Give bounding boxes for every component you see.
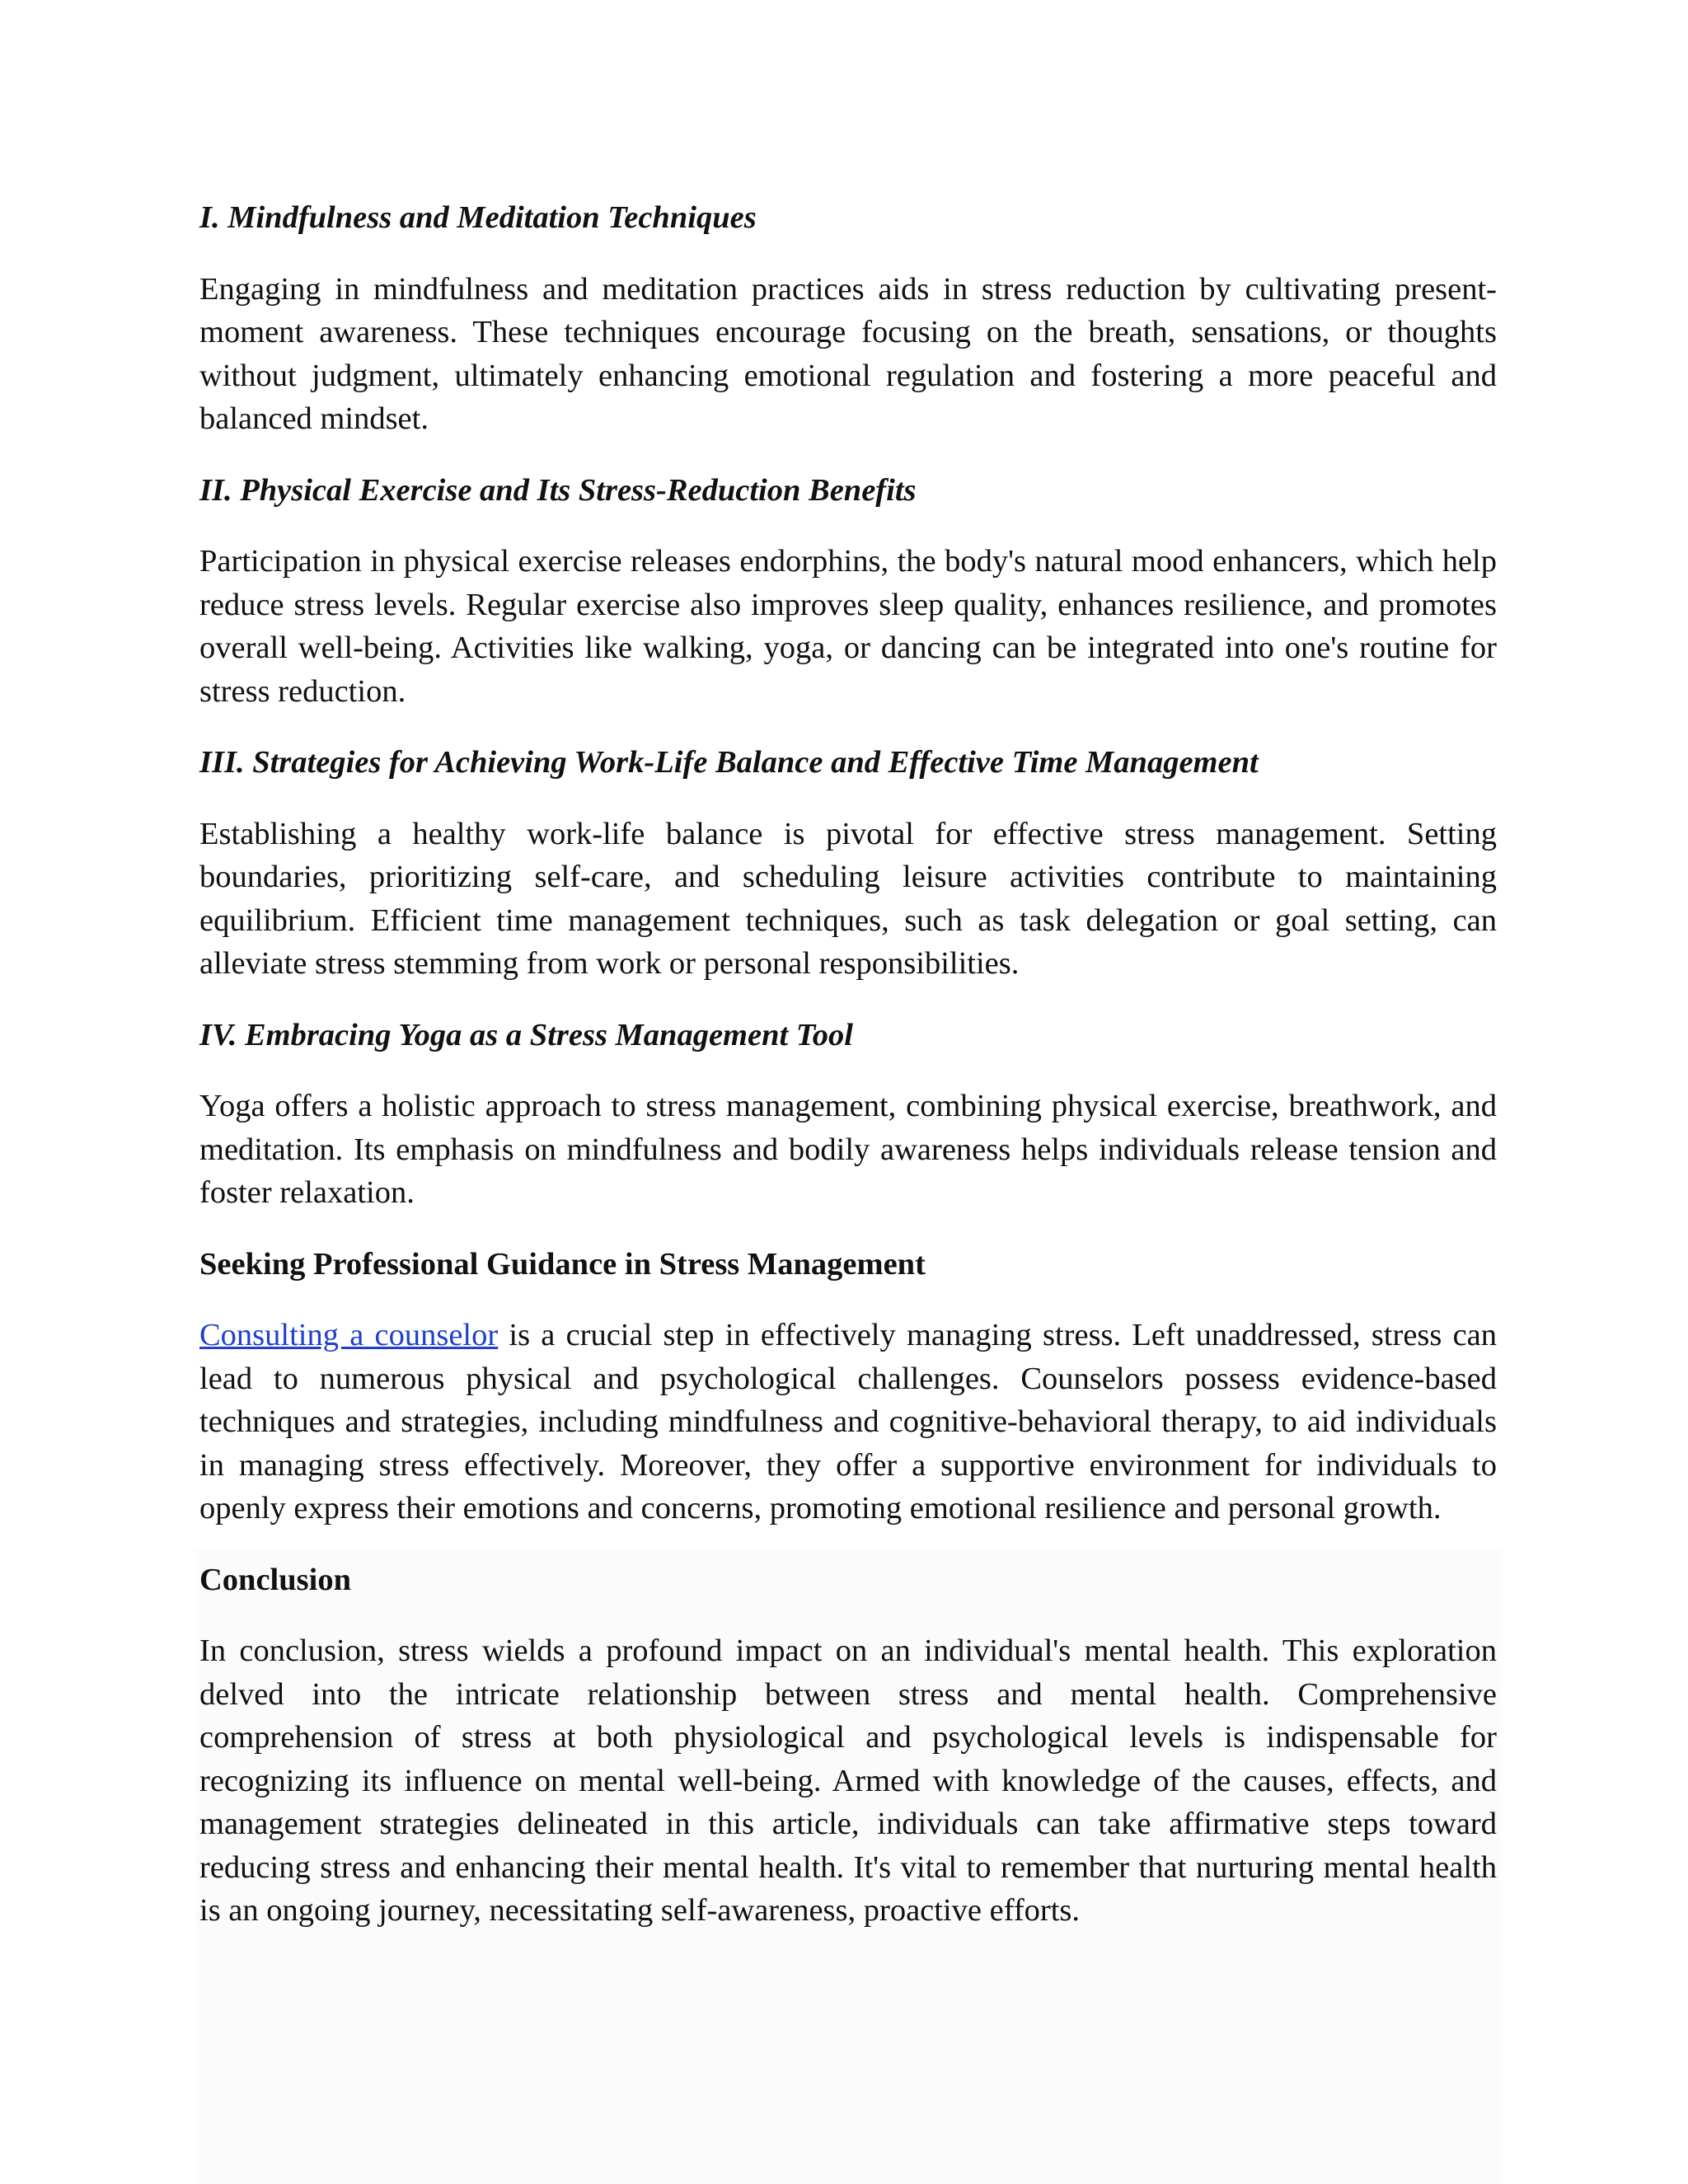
consulting-counselor-link[interactable]: Consulting a counselor <box>199 1318 499 1352</box>
section-heading-exercise: II. Physical Exercise and Its Stress-Reduction Benefits <box>199 472 917 508</box>
section-body-exercise: Participation in physical exercise releases endorphins, the body's natural mood enhancers, which help reduce stress levels. Regular exercise also improves sleep quality, enhances resilience, and promotes overall well-being. Activities like walking, yoga, or dancing can be integrated into one's routine for stress reduction. <box>199 544 1497 709</box>
conclusion-heading: Conclusion <box>199 1562 352 1597</box>
section-heading-work-life-balance: III. Strategies for Achieving Work-Life Balance and Effective Time Management <box>199 745 1259 780</box>
professional-guidance-body <box>199 1314 1497 1530</box>
conclusion-body: In conclusion, stress wields a profound impact on an individual's mental health. This exploration delved into the intricate relationship between stress and mental health. Comprehensive comprehension of stress at both physiological and psychological levels is indispensable for recognizing its influence on mental well-being. Armed with knowledge of the causes, effects, and management strategies delineated in this article, individuals can take affirmative steps toward reducing stress and enhancing their mental health. It's vital to remember that nurturing mental health is an ongoing journey, necessitating self-awareness, proactive efforts. <box>199 1633 1497 1928</box>
section-heading-mindfulness: I. Mindfulness and Meditation Techniques <box>199 200 757 235</box>
section-body-mindfulness: Engaging in mindfulness and meditation practices aids in stress reduction by cultivating present-moment awareness. These techniques encourage focusing on the breath, sensations, or thoughts without judgment, ultimately enhancing emotional regulation and fostering a more peaceful and balanced mindset. <box>199 271 1497 436</box>
professional-guidance-text: is a crucial step in effectively managing stress. Left unaddressed, stress can lead to numerous physical and psychological challenges. Counselors possess evidence-based techniques and strategies, including mindfulness and cognitive-behavioral therapy, to aid individuals in managing stress effectively. Moreover, they offer a supportive environment for individuals to openly express their emotions and concerns, promoting emotional resilience and personal growth. <box>199 1318 1497 1526</box>
section-heading-yoga: IV. Embracing Yoga as a Stress Management Tool <box>199 1017 853 1052</box>
section-body-work-life-balance: Establishing a healthy work-life balance is pivotal for effective stress management. Setting boundaries, prioritizing self-care, and scheduling leisure activities contribute to maintaining equilibrium. Efficient time management techniques, such as task delegation or goal setting, can alleviate stress stemming from work or personal responsibilities. <box>199 816 1497 981</box>
section-body-yoga: Yoga offers a holistic approach to stress management, combining physical exercise, breathwork, and meditation. Its emphasis on mindfulness and bodily awareness helps individuals release tension and foster relaxation. <box>199 1089 1497 1210</box>
article-content <box>199 196 1497 1961</box>
professional-guidance-heading: Seeking Professional Guidance in Stress Management <box>199 1246 926 1282</box>
